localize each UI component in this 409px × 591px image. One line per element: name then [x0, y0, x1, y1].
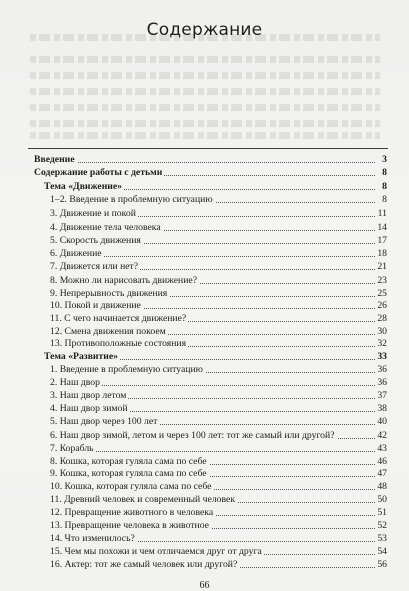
toc-entry-page: 30 — [377, 326, 387, 337]
toc-entry-page: 50 — [377, 494, 387, 505]
toc-entry-page: 14 — [377, 222, 387, 233]
toc-entry — [0, 326, 409, 338]
toc-entry-page: 8 — [382, 181, 387, 192]
toc-entry — [0, 261, 409, 273]
bleed-through-text — [30, 72, 380, 79]
toc-leader-dots — [50, 451, 375, 452]
toc-entry-title: 7. Корабль — [50, 443, 94, 454]
toc-entry-page: 36 — [377, 377, 387, 388]
bleed-through-text — [30, 120, 380, 127]
toc-entry — [0, 248, 409, 260]
toc-entry-title: Тема «Движение» — [44, 181, 123, 192]
toc-entry-page: 23 — [377, 275, 387, 286]
bleed-through-text — [30, 104, 380, 111]
toc-entry-title: 1. Введение в проблемную ситуацию — [50, 364, 203, 375]
toc-entry-page: 47 — [377, 468, 387, 479]
toc-entry-title: 6. Наш двор зимой, летом и через 100 лет: тот же самый или другой? — [50, 430, 335, 441]
toc-entry — [0, 456, 409, 468]
toc-section-heading — [0, 351, 409, 363]
toc-entry-title: 7. Движется или нет? — [50, 261, 139, 272]
toc-entry — [0, 520, 409, 532]
toc-entry-title: 15. Чем мы похожи и чем отличаемся друг от друга — [50, 546, 262, 557]
bleed-through-text — [30, 56, 380, 63]
toc-entry-page: 40 — [377, 416, 387, 427]
toc-entry-page: 36 — [377, 364, 387, 375]
bleed-through-text — [30, 88, 380, 95]
toc-entry — [0, 235, 409, 247]
toc-entry-title: Введение — [34, 154, 75, 165]
toc-entry — [0, 430, 409, 442]
toc-entry-title: 6. Движение — [50, 248, 102, 259]
toc-entry-title: 12. Смена движения покоем — [50, 326, 166, 337]
toc-entry-title: 8. Можно ли нарисовать движение? — [50, 275, 197, 286]
toc-entry-title: 9. Непрерывность движения — [50, 288, 168, 299]
toc-entry-title: 4. Движение тела человека — [50, 222, 161, 233]
toc-entry-page: 28 — [377, 313, 387, 324]
toc-entry-page: 46 — [377, 456, 387, 467]
toc-entry-page: 51 — [377, 507, 387, 518]
toc-entry-page: 8 — [382, 194, 387, 205]
toc-entry-page: 21 — [377, 261, 387, 272]
toc-entry-page: 3 — [382, 154, 387, 165]
toc-entry-page: 18 — [377, 248, 387, 259]
toc-entry-title: 1–2. Введение в проблемную ситуацию — [50, 194, 213, 205]
toc-chapter — [0, 154, 409, 166]
toc-entry — [0, 403, 409, 415]
toc-entry-page: 43 — [377, 443, 387, 454]
toc-entry-page: 53 — [377, 533, 387, 544]
toc-entry-page: 32 — [377, 338, 387, 349]
toc-entry-title: 4. Наш двор зимой — [50, 403, 128, 414]
toc-entry-title: 14. Что изменилось? — [50, 533, 135, 544]
toc-entry-page: 54 — [377, 546, 387, 557]
toc-entry — [0, 208, 409, 220]
toc-entry-title: 9. Кошка, которая гуляла сама по себе — [50, 468, 207, 479]
toc-entry-title: 10. Покой и движение — [50, 300, 141, 311]
toc-entry — [0, 390, 409, 402]
toc-chapter — [0, 167, 409, 179]
toc-entry — [0, 288, 409, 300]
toc-entry — [0, 507, 409, 519]
toc-entry-page: 11 — [377, 208, 387, 219]
toc-entry — [0, 222, 409, 234]
toc-entry-page: 33 — [377, 351, 387, 362]
toc-entry — [0, 364, 409, 376]
toc-entry — [0, 275, 409, 287]
toc-entry — [0, 416, 409, 428]
toc-entry — [0, 546, 409, 558]
toc-entry-title: 11. Древний человек и современный человек — [50, 494, 236, 505]
toc-entry-page: 52 — [377, 520, 387, 531]
page-title: Содержание — [146, 20, 263, 40]
toc-entry-title: 10. Кошка, которая гуляла сама по себе — [50, 481, 212, 492]
toc-entry — [0, 533, 409, 545]
toc-entry — [0, 468, 409, 480]
toc-entry-title: 11. С чего начинается движение? — [50, 313, 187, 324]
toc-entry-title: 2. Наш двор — [50, 377, 100, 388]
toc-leader-dots — [34, 162, 375, 163]
toc-entry-title: 5. Наш двор через 100 лет — [50, 416, 158, 427]
toc-entry-title: Содержание работы с детьми — [34, 167, 163, 178]
toc-entry — [0, 559, 409, 571]
toc-entry — [0, 300, 409, 312]
toc-divider — [28, 148, 388, 149]
toc-entry-title: 3. Движение и покой — [50, 208, 136, 219]
toc-entry-page: 42 — [377, 430, 387, 441]
page-number: 66 — [199, 580, 210, 591]
toc-entry-title: 13. Противоположные состояния — [50, 338, 187, 349]
toc-entry-page: 56 — [377, 559, 387, 570]
toc-entry-title: 13. Превращение человека в животное — [50, 520, 209, 531]
toc-entry-title: 8. Кошка, которая гуляла сама по себе — [50, 456, 207, 467]
bleed-through-text — [30, 132, 380, 139]
toc-section-heading — [0, 181, 409, 193]
toc-entry — [0, 194, 409, 206]
toc-entry-page: 17 — [377, 235, 387, 246]
toc-entry-page: 48 — [377, 481, 387, 492]
toc-entry-title: 12. Превращение животного в человека — [50, 507, 214, 518]
toc-entry-page: 38 — [377, 403, 387, 414]
toc-entry-page: 8 — [382, 167, 387, 178]
toc-entry — [0, 443, 409, 455]
toc-entry-title: 5. Скорость движения — [50, 235, 141, 246]
toc-entry-title: Тема «Развитие» — [44, 351, 118, 362]
toc-entry-page: 26 — [377, 300, 387, 311]
toc-entry — [0, 338, 409, 350]
toc-entry — [0, 494, 409, 506]
toc-entry-page: 25 — [377, 288, 387, 299]
toc-entry-page: 37 — [377, 390, 387, 401]
toc-entry — [0, 313, 409, 325]
toc-entry — [0, 377, 409, 389]
toc-entry-title: 3. Наш двор летом — [50, 390, 127, 401]
toc-entry — [0, 481, 409, 493]
toc-entry-title: 16. Актер: тот же самый человек или другой? — [50, 559, 238, 570]
